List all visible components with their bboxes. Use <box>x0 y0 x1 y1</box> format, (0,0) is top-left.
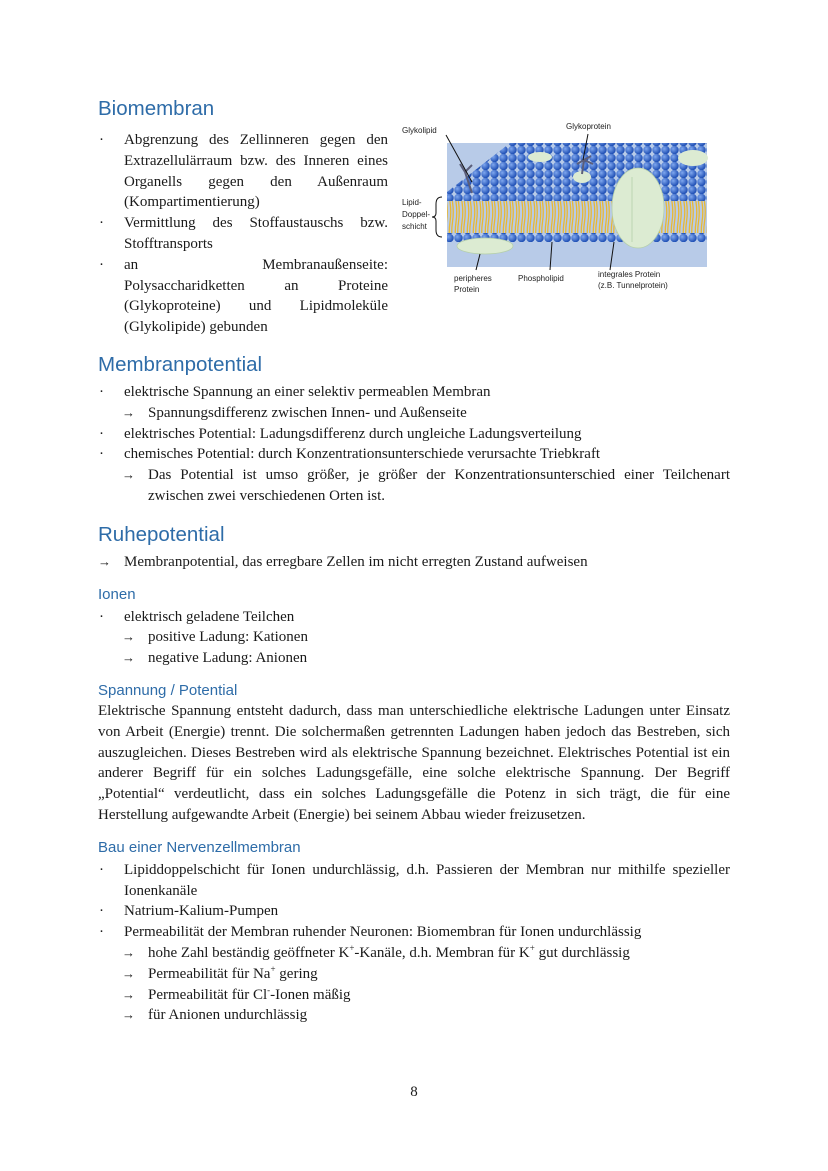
label-glykolipid: Glykolipid <box>402 126 437 135</box>
page-number: 8 <box>410 1084 418 1100</box>
list-item: · elektrisches Potential: Ladungsdifferenz durch ungleiche Ladungsverteilung <box>98 424 730 445</box>
text-part: gut durchlässig <box>534 944 630 961</box>
list-item: · Abgrenzung des Zellinneren gegen den Extrazellulärraum bzw. des Inneren eines Organells gegen den Außenraum (Kompartimentierung) <box>98 130 388 213</box>
list-item <box>122 943 730 964</box>
label-integrales-1: integrales Protein <box>598 270 661 279</box>
list-item: · Vermittlung des Stoffaustauschs bzw. Stofftransports <box>98 213 388 255</box>
list-item: → positive Ladung: Kationen <box>122 627 730 648</box>
list-item: · chemisches Potential: durch Konzentrationsunterschiede verursachte Triebkraft <box>98 444 730 465</box>
superscript: + <box>270 963 276 974</box>
list-item: · Lipiddoppelschicht für Ionen undurchlässig, d.h. Passieren der Membran nur mithilfe spezieller Ionenkanäle <box>98 860 730 902</box>
list-item: → Das Potential ist umso größer, je größer der Konzentrationsunterschied einer Teilchenart zwischen zwei verschiedenen Orten ist. <box>122 465 730 507</box>
superscript: + <box>529 942 535 953</box>
label-lipid-1: Lipid- <box>402 198 422 207</box>
heading-ruhepotential: Ruhepotential <box>98 522 225 546</box>
label-peripheres-2: Protein <box>454 285 480 294</box>
heading-biomembran: Biomembran <box>98 97 215 120</box>
label-peripheres-1: peripheres <box>454 274 492 283</box>
heading-membranpotential: Membranpotential <box>98 352 263 376</box>
superscript: + <box>349 942 355 953</box>
text-part: -Kanäle, d.h. Membran für K <box>354 944 530 961</box>
list-item: · elektrisch geladene Teilchen <box>98 607 730 628</box>
label-lipid-2: Doppel- <box>402 210 431 219</box>
list-item: · an Membranaußenseite: Polysaccharidketten an Proteine (Glykoproteine) und Lipidmoleküle (Glykolipide) gebunden <box>98 255 388 338</box>
text-part: gering <box>275 965 318 982</box>
heading-bau: Bau einer Nervenzellmembran <box>98 838 301 856</box>
list-item: → für Anionen undurchlässig <box>122 1005 730 1026</box>
list-item: → Membranpotential, das erregbare Zellen im nicht erregten Zustand aufweisen <box>98 552 730 573</box>
list-item: · elektrische Spannung an einer selektiv permeablen Membran <box>98 382 730 403</box>
list-item: → Spannungsdifferenz zwischen Innen- und Außenseite <box>122 403 730 424</box>
text-part: -Ionen mäßig <box>270 986 351 1003</box>
spannung-paragraph: Elektrische Spannung entsteht dadurch, dass man unterschiedliche elektrische Ladungen unter Einsatz von Arbeit (Energie) trennt. Die solchermaßen getrennten Ladungen haben jedoch das Bestreben, sich auszugleichen. Dieses Bestreben wird als elektrische Spannung bezeichnet. Elektrisches Potential ist ein anderer Begriff für ein solches Ladungsgefälle, eine solche elektrische Spannung. Der Begriff „Potential“ verdeutlicht, dass ein solches Ladungsgefälle die Potenz in sich trägt, die für eine Herstellung aufgewandte Arbeit (Energie) bei seinem Abbau wieder freizusetzen. <box>98 702 730 823</box>
text-part: hohe Zahl beständig geöffneter K <box>148 944 350 961</box>
ionen-list <box>98 607 730 669</box>
text-part: Permeabilität für Na <box>148 965 271 982</box>
label-phospholipid: Phospholipid <box>518 274 564 283</box>
page-content <box>98 96 730 1026</box>
biomembrane-figure <box>400 122 710 302</box>
heading-spannung: Spannung / Potential <box>98 681 238 699</box>
membranpotential-list <box>98 382 730 507</box>
list-item <box>122 985 730 1006</box>
label-glykoprotein: Glykoprotein <box>566 122 611 131</box>
biomembran-list <box>98 130 388 338</box>
list-item: · Natrium-Kalium-Pumpen <box>98 901 730 922</box>
list-item <box>122 964 730 985</box>
ruhepotential-list <box>98 552 730 573</box>
heading-ionen: Ionen <box>98 585 136 603</box>
list-item: · Permeabilität der Membran ruhender Neuronen: Biomembran für Ionen undurchlässig <box>98 922 730 943</box>
superscript: - <box>267 984 271 995</box>
label-integrales-2: (z.B. Tunnelprotein) <box>598 281 668 290</box>
label-lipid-3: schicht <box>402 222 427 231</box>
text-part: Permeabilität für Cl <box>148 986 268 1003</box>
list-item: → negative Ladung: Anionen <box>122 648 730 669</box>
bau-list <box>98 860 730 1026</box>
